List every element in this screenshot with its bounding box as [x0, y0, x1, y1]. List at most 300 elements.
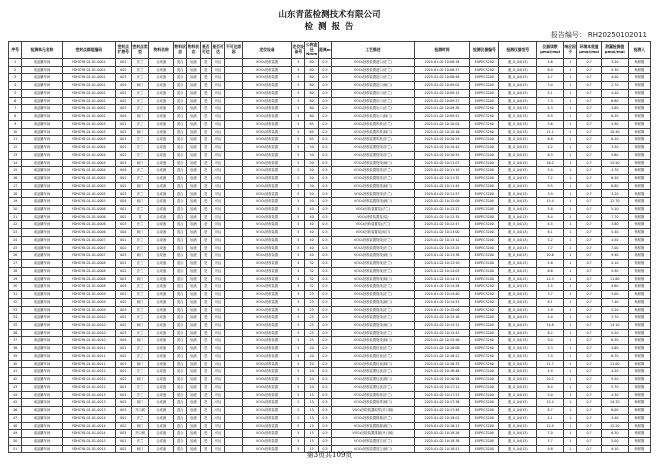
table-cell: 是: [200, 283, 211, 291]
table-cell: 20: [305, 345, 318, 353]
table-cell: 合成液: [149, 74, 174, 82]
table-cell: 混合: [173, 445, 186, 453]
table-cell: 可达: [211, 260, 224, 268]
table-cell: 5.6: [537, 120, 564, 128]
table-cell: 33: [9, 306, 22, 314]
table-cell: 0.7: [577, 66, 602, 74]
table-cell: 混合: [173, 345, 186, 353]
table-cell: VOCs回收装置: [243, 368, 292, 376]
table-cell: 5: [292, 113, 305, 121]
table-cell: EXPEC3200: [470, 252, 499, 260]
table-cell: 合成液: [149, 391, 174, 399]
table-cell: 5.7: [537, 437, 564, 445]
table-cell: 轻液: [187, 329, 200, 337]
table-cell: 泄_X_04(13): [499, 430, 537, 438]
table-cell: 可达: [211, 159, 224, 167]
table-cell: 5: [292, 260, 305, 268]
table-cell: 0.7: [577, 244, 602, 252]
table-cell: [225, 159, 243, 167]
table-row: [9, 221, 651, 229]
table-cell: 法兰: [131, 414, 149, 422]
column-header: 定位设备号: [292, 42, 305, 59]
table-cell: 2025-01-02 10:15:18: [414, 314, 470, 322]
table-cell: 3.20: [601, 190, 628, 198]
table-cell: 阀门: [131, 128, 149, 136]
table-cell: 杨树刚: [628, 414, 650, 422]
table-cell: [225, 329, 243, 337]
table-cell: 4.90: [601, 120, 628, 128]
table-cell: 20: [9, 205, 22, 213]
table-cell: 是: [200, 360, 211, 368]
table-cell: 是: [200, 298, 211, 306]
table-cell: 1: [563, 345, 576, 353]
table-cell: 成品罐车间: [22, 376, 62, 384]
table-cell: 5.10: [601, 205, 628, 213]
table-cell: 混合: [173, 82, 186, 90]
table-cell: 003: [116, 136, 132, 144]
table-cell: 002: [116, 151, 132, 159]
table-cell: 10: [9, 128, 22, 136]
table-cell: 法兰: [131, 329, 149, 337]
table-cell: 32: [305, 275, 318, 283]
table-cell: 成品罐车间: [22, 291, 62, 299]
table-cell: 0.5: [318, 283, 331, 291]
table-cell: 5.2: [537, 236, 564, 244]
table-cell: YDHCY8-01-01-0013: [62, 399, 116, 407]
table-cell: 5: [292, 89, 305, 97]
table-row: [9, 352, 651, 360]
table-cell: 0.5: [318, 97, 331, 105]
table-cell: 轻液: [187, 66, 200, 74]
table-cell: 004: [116, 113, 132, 121]
table-cell: VOCs回收装置: [243, 105, 292, 113]
table-cell: 开口阀: [131, 407, 149, 415]
table-cell: 可达: [211, 360, 224, 368]
table-cell: 002: [116, 97, 132, 105]
table-cell: 5.30: [601, 66, 628, 74]
table-cell: VOCs回收装置: [243, 437, 292, 445]
table-cell: 003: [116, 190, 132, 198]
table-cell: 5: [292, 407, 305, 415]
table-cell: 5: [292, 283, 305, 291]
table-cell: 9.0: [537, 337, 564, 345]
table-cell: 阀门: [131, 229, 149, 237]
table-cell: YDHCY8-01-01-0002: [62, 105, 116, 113]
table-cell: 泄_X_04(13): [499, 368, 537, 376]
table-cell: 杨树刚: [628, 376, 650, 384]
table-cell: 5: [292, 144, 305, 152]
table-cell: 阀门: [131, 422, 149, 430]
table-cell: 6.8: [537, 136, 564, 144]
table-cell: 合成液: [149, 59, 174, 67]
table-cell: 001: [116, 414, 132, 422]
table-cell: 002: [116, 128, 132, 136]
table-cell: 杨树刚: [628, 175, 650, 183]
table-cell: [225, 399, 243, 407]
table-cell: 是: [200, 97, 211, 105]
table-cell: 法兰: [131, 368, 149, 376]
table-cell: 15: [305, 414, 318, 422]
table-cell: 是: [200, 89, 211, 97]
table-cell: 0.5: [318, 291, 331, 299]
table-cell: [225, 391, 243, 399]
table-cell: 阀门: [131, 360, 149, 368]
table-row: [9, 337, 651, 345]
table-cell: 5: [292, 314, 305, 322]
table-cell: 轻液: [187, 267, 200, 275]
table-cell: 5: [292, 352, 305, 360]
table-cell: VOCs回收装置: [243, 445, 292, 453]
table-cell: 混合: [173, 113, 186, 121]
table-cell: 轻液: [187, 407, 200, 415]
table-cell: 混合: [173, 59, 186, 67]
table-cell: 12: [9, 144, 22, 152]
column-header: 检测单元名称: [22, 42, 62, 59]
table-cell: 成品罐车间: [22, 337, 62, 345]
table-cell: 5: [292, 236, 305, 244]
table-cell: 2025-01-02 10:09:51: [414, 113, 470, 121]
table-row: [9, 105, 651, 113]
table-cell: 1: [563, 368, 576, 376]
table-cell: 2025-01-02 10:13:50: [414, 260, 470, 268]
table-row: [9, 383, 651, 391]
table-cell: 轻液: [187, 260, 200, 268]
table-cell: VOCs回收装置: [243, 283, 292, 291]
table-cell: 合成液: [149, 89, 174, 97]
table-row: [9, 306, 651, 314]
table-cell: 29: [9, 275, 22, 283]
table-cell: 5: [292, 59, 305, 67]
table-cell: 40: [305, 213, 318, 221]
table-cell: 混合: [173, 213, 186, 221]
table-cell: 成品罐车间: [22, 383, 62, 391]
table-cell: 是: [200, 337, 211, 345]
table-cell: 泄_X_04(13): [499, 399, 537, 407]
table-cell: 2025-01-02 10:17:48: [414, 407, 470, 415]
table-cell: 混合: [173, 205, 186, 213]
table-cell: 0.5: [318, 368, 331, 376]
table-cell: 合成液: [149, 175, 174, 183]
table-cell: EXPEC3200: [470, 113, 499, 121]
table-cell: 004: [116, 167, 132, 175]
table-row: [9, 321, 651, 329]
table-cell: 1: [563, 159, 576, 167]
table-cell: YDHCY8-01-01-0007: [62, 236, 116, 244]
table-cell: 合成液: [149, 105, 174, 113]
table-cell: 2025-01-02 10:11:32: [414, 175, 470, 183]
table-cell: YDHCY8-01-01-0008: [62, 275, 116, 283]
table-cell: 5.20: [601, 306, 628, 314]
table-cell: 4.4: [537, 314, 564, 322]
table-cell: 0.5: [318, 151, 331, 159]
table-cell: [225, 306, 243, 314]
table-cell: 0.7: [577, 391, 602, 399]
table-row: [9, 213, 651, 221]
table-cell: 15: [9, 167, 22, 175]
table-cell: 可达: [211, 422, 224, 430]
table-cell: 法兰: [131, 120, 149, 128]
table-cell: [225, 97, 243, 105]
table-cell: 50: [305, 167, 318, 175]
table-cell: 阀门: [131, 82, 149, 90]
table-cell: 泄_X_04(13): [499, 167, 537, 175]
table-cell: 31: [9, 291, 22, 299]
table-cell: 是: [200, 74, 211, 82]
table-cell: 轻液: [187, 198, 200, 206]
table-cell: 1: [563, 89, 576, 97]
table-cell: 泄_X_04(13): [499, 151, 537, 159]
table-cell: 可达: [211, 151, 224, 159]
table-cell: 5: [292, 175, 305, 183]
inspection-table: [8, 41, 651, 453]
table-cell: 泄_X_04(13): [499, 376, 537, 384]
table-cell: VOCs回收装置管线(法兰): [332, 190, 414, 198]
table-cell: 1: [563, 66, 576, 74]
table-cell: 成品罐车间: [22, 352, 62, 360]
table-cell: 5.4: [537, 167, 564, 175]
table-cell: 15: [305, 399, 318, 407]
table-cell: 0.7: [577, 321, 602, 329]
table-cell: [225, 352, 243, 360]
table-cell: 41: [9, 368, 22, 376]
table-cell: 是: [200, 198, 211, 206]
table-cell: YDHCY8-01-01-0004: [62, 167, 116, 175]
table-cell: 泄_X_04(13): [499, 136, 537, 144]
table-cell: 是: [200, 291, 211, 299]
table-cell: 轻液: [187, 97, 200, 105]
table-cell: 轻液: [187, 291, 200, 299]
table-cell: 002: [116, 376, 132, 384]
table-cell: 可达: [211, 430, 224, 438]
table-cell: 65: [305, 128, 318, 136]
table-row: [9, 205, 651, 213]
table-cell: 杨树刚: [628, 329, 650, 337]
table-cell: 是: [200, 221, 211, 229]
table-cell: 法兰: [131, 236, 149, 244]
table-cell: 可达: [211, 445, 224, 453]
table-cell: 65: [305, 136, 318, 144]
table-cell: YDHCY8-01-01-0014: [62, 414, 116, 422]
table-cell: 7: [9, 105, 22, 113]
table-cell: 002: [116, 399, 132, 407]
table-cell: 可达: [211, 66, 224, 74]
table-cell: 2025-01-02 10:15:31: [414, 321, 470, 329]
table-cell: VOCs回收装置: [243, 89, 292, 97]
table-cell: 1: [563, 445, 576, 453]
table-cell: 0.7: [577, 182, 602, 190]
table-cell: 001: [116, 175, 132, 183]
table-cell: 0.7: [577, 430, 602, 438]
table-cell: 3: [9, 74, 22, 82]
table-cell: 是: [200, 275, 211, 283]
table-cell: 34: [9, 314, 22, 322]
table-cell: YDHCY8-01-01-0005: [62, 175, 116, 183]
table-cell: 轻液: [187, 74, 200, 82]
table-cell: VOCs回收装置管线(法兰): [332, 291, 414, 299]
table-cell: 合成液: [149, 66, 174, 74]
table-cell: 0.5: [318, 445, 331, 453]
table-cell: 003: [116, 105, 132, 113]
table-cell: 混合: [173, 391, 186, 399]
table-cell: 4.3: [537, 105, 564, 113]
table-cell: [225, 167, 243, 175]
table-cell: 0.5: [318, 190, 331, 198]
table-cell: YDHCY8-01-01-0009: [62, 306, 116, 314]
table-cell: 泄_X_04(13): [499, 360, 537, 368]
table-cell: 杨树刚: [628, 314, 650, 322]
table-cell: 可达: [211, 113, 224, 121]
table-cell: [225, 430, 243, 438]
table-cell: 混合: [173, 376, 186, 384]
table-cell: 混合: [173, 128, 186, 136]
table-cell: 是: [200, 321, 211, 329]
table-cell: 杨树刚: [628, 422, 650, 430]
table-cell: EXPEC3200: [470, 182, 499, 190]
table-cell: 可达: [211, 391, 224, 399]
table-cell: 5: [292, 321, 305, 329]
table-cell: [225, 383, 243, 391]
table-cell: 是: [200, 306, 211, 314]
table-cell: 合成液: [149, 368, 174, 376]
table-cell: 80: [305, 113, 318, 121]
table-cell: 成品罐车间: [22, 422, 62, 430]
table-cell: [225, 198, 243, 206]
table-cell: 1: [563, 414, 576, 422]
table-cell: 可达: [211, 120, 224, 128]
table-cell: 0.5: [318, 113, 331, 121]
table-cell: 9.5: [537, 182, 564, 190]
table-cell: 可达: [211, 190, 224, 198]
column-header: 物料状态: [173, 42, 186, 59]
table-cell: 0.5: [318, 422, 331, 430]
table-cell: EXPEC3200: [470, 329, 499, 337]
table-cell: 50: [9, 437, 22, 445]
table-cell: 1: [563, 260, 576, 268]
table-cell: 003: [116, 159, 132, 167]
table-cell: 是: [200, 229, 211, 237]
table-cell: 80: [305, 66, 318, 74]
table-cell: VOCs回收装置: [243, 221, 292, 229]
table-cell: [225, 120, 243, 128]
table-cell: 成品罐车间: [22, 190, 62, 198]
table-row: [9, 430, 651, 438]
table-cell: 混合: [173, 352, 186, 360]
table-cell: YDHCY8-01-01-0010: [62, 329, 116, 337]
table-cell: VOCs回收装置: [243, 329, 292, 337]
table-cell: [225, 291, 243, 299]
table-cell: 5: [292, 128, 305, 136]
table-cell: 6.4: [537, 383, 564, 391]
table-cell: 5: [292, 414, 305, 422]
table-cell: 4.60: [601, 345, 628, 353]
table-cell: 成品罐车间: [22, 136, 62, 144]
table-cell: VOCs回收装置进口(阀门): [332, 82, 414, 90]
table-cell: EXPEC3200: [470, 314, 499, 322]
table-cell: 阀门: [131, 275, 149, 283]
table-cell: 6.3: [537, 151, 564, 159]
table-cell: 001: [116, 144, 132, 152]
table-cell: [225, 128, 243, 136]
table-cell: 2025-01-02 10:16:08: [414, 345, 470, 353]
table-cell: 0.5: [318, 128, 331, 136]
table-cell: 2025-01-02 10:13:00: [414, 229, 470, 237]
table-cell: 可达: [211, 291, 224, 299]
table-cell: VOCs回收装置取样(阀门): [332, 399, 414, 407]
table-cell: 5.00: [601, 437, 628, 445]
table-cell: 法兰: [131, 283, 149, 291]
table-cell: 1: [563, 205, 576, 213]
table-cell: YDHCY8-01-01-0002: [62, 113, 116, 121]
table-cell: 5.40: [601, 229, 628, 237]
table-cell: YDHCY8-01-01-0014: [62, 422, 116, 430]
table-cell: VOCs回收装置泵(阀门): [332, 229, 414, 237]
table-cell: 合成液: [149, 445, 174, 453]
table-cell: 5: [292, 345, 305, 353]
table-cell: 5: [292, 82, 305, 90]
table-cell: 8: [9, 113, 22, 121]
table-cell: 杨树刚: [628, 229, 650, 237]
table-cell: 15.4: [537, 399, 564, 407]
column-header: 密封点扩展号: [116, 42, 132, 59]
table-cell: YDHCY8-01-01-0013: [62, 391, 116, 399]
table-cell: VOCs回收装置: [243, 345, 292, 353]
table-cell: 泄_X_04(13): [499, 120, 537, 128]
table-cell: 0.5: [318, 314, 331, 322]
table-cell: 泄_X_04(13): [499, 306, 537, 314]
table-cell: [225, 298, 243, 306]
table-cell: 可达: [211, 136, 224, 144]
table-cell: 45: [9, 399, 22, 407]
table-cell: 杨树刚: [628, 430, 650, 438]
table-cell: 2025-01-02 10:10:29: [414, 136, 470, 144]
column-header: 物料名称: [149, 42, 174, 59]
table-cell: 混合: [173, 190, 186, 198]
report-number-value: RH20250102011: [587, 31, 647, 39]
table-cell: 混合: [173, 236, 186, 244]
table-cell: 泄_X_04(13): [499, 236, 537, 244]
table-cell: 杨树刚: [628, 437, 650, 445]
table-cell: 7.7: [537, 244, 564, 252]
table-cell: 成品罐车间: [22, 221, 62, 229]
table-cell: EXPEC3200: [470, 298, 499, 306]
table-cell: 0.5: [318, 120, 331, 128]
table-cell: 泄_X_04(13): [499, 229, 537, 237]
table-cell: 5: [292, 229, 305, 237]
table-cell: 6.60: [601, 97, 628, 105]
table-cell: 003: [116, 329, 132, 337]
table-cell: 3.9: [537, 190, 564, 198]
table-cell: 合成液: [149, 321, 174, 329]
table-cell: 杨树刚: [628, 213, 650, 221]
table-cell: 混合: [173, 198, 186, 206]
table-cell: 混合: [173, 182, 186, 190]
table-cell: YDHCY8-01-01-0008: [62, 283, 116, 291]
table-cell: EXPEC3200: [470, 244, 499, 252]
table-cell: 30: [9, 283, 22, 291]
table-cell: 可达: [211, 89, 224, 97]
table-cell: 杨树刚: [628, 306, 650, 314]
table-cell: YDHCY8-01-01-0007: [62, 244, 116, 252]
table-cell: [225, 314, 243, 322]
table-cell: YDHCY8-01-01-0004: [62, 159, 116, 167]
table-cell: 阀门: [131, 298, 149, 306]
table-cell: 001: [116, 368, 132, 376]
table-cell: VOCs回收装置: [243, 260, 292, 268]
table-cell: 0.7: [577, 360, 602, 368]
table-cell: 0.5: [318, 136, 331, 144]
table-cell: 12.3: [537, 275, 564, 283]
table-cell: 23: [9, 229, 22, 237]
